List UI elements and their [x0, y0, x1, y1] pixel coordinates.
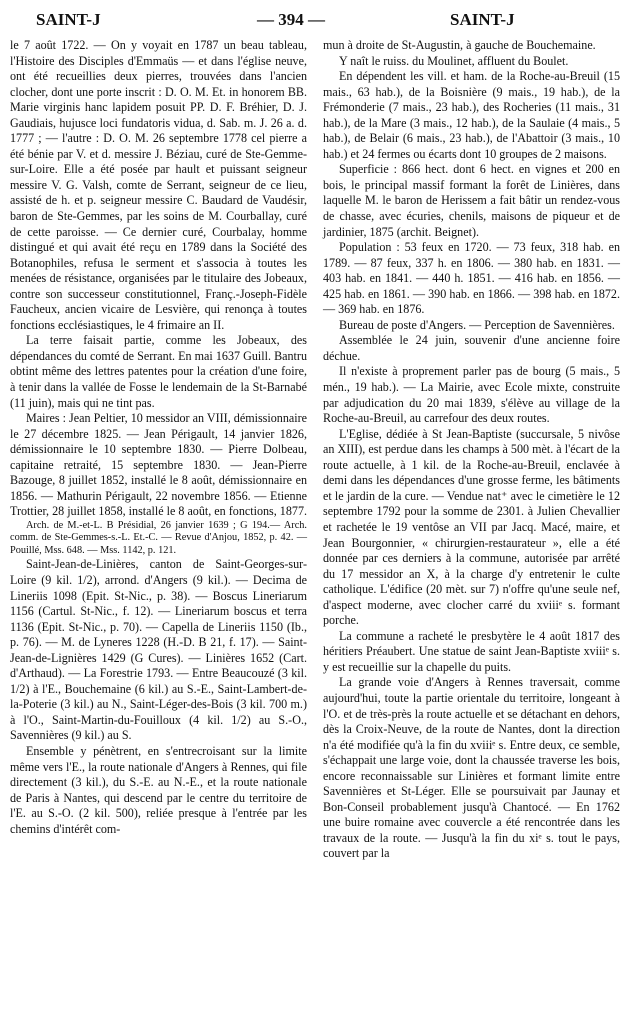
- left-column: [10, 38, 307, 837]
- page-header: [0, 10, 630, 32]
- paragraph: Y naît le ruiss. du Moulinet, affluent du Boulet.: [339, 53, 569, 68]
- paragraph-saint-jean-de-linieres: Saint-Jean-de-Linières, canton de Saint-Georges-sur-Loire (9 kil. 1/2), arrond. d'Angers (9 kil.). — Decima de Lineriis 1098 (Epit. St-Nic., p. 38). — Boscus Lineriarum 1156 (Cartul. St-Nic., f. 12). — Lineriarum boscus et terra 1136 (Epit. St-Nic., p. 70). — Capella de Lineriis 1150 (Ib., p. 76). — M. de Lyneres 1228 (H.-D. B 21, f. 17). — Saint-Jean-de-Lignières 1429 (G Cures). — Linières 1652 (Cart. d'Arthaud). — La Forestrie 1793. — Entre Beaucouzé (3 kil. 1/2) à l'E., Bouchemaine (6 kil.) au S.-E., Saint-Lambert-de-la-Poterie (3 kil.) au N., Saint-Léger-des-Bois (3 kil. 700 m.) à l'O., Saint-Martin-du-Fouilloux (4 kil. 1/2) au S.-O., Savennières (9 kil.) au S.: [10, 557, 307, 743]
- paragraph: Ensemble y pénètrent, en s'entrecroisant sur la limite même vers l'E., la route nationale d'Angers à Rennes, qui file directement (3 kil.), du S.-E. au N.-E., et la route nationale de Paris à Nantes, qui descend par le centre du territoire de l'E. au S.-O. (2 kil. 500), reliée presque à l'entrée par les chemins d'intérêt com-: [10, 744, 307, 836]
- paragraph-hamlets: En dépendent les vill. et ham. de la Roche-au-Breuil (15 mais., 63 hab.), de la Boisnière (9 mais., 19 hab.), de la Frémonderie (7 mais., 23 hab.), des Rocheries (11 mais., 31 hab.), de la Mare (3 mais., 12 hab.), de la Saulaie (4 mais., 5 hab.), de Belair (6 mais., 23 hab.), de l'Abattoir (3 mais., 10 hab.) et 24 fermes ou écarts dont 10 groupes de 2 maisons.: [323, 69, 620, 161]
- right-column: [323, 38, 620, 862]
- header-left: SAINT-J: [36, 10, 101, 29]
- paragraph-voie: La grande voie d'Angers à Rennes traversait, comme aujourd'hui, toute la partie orientale du territoire, longeant à l'O. et de très-près la route actuelle et se détachant en dehors, dès la Croix-Neuve, de la route de Nantes, dont la direction n'a été modifiée qu'à la fin du xviiiᵉ s. Entre deux, ce semble, s'échappait une large voie, dont la chaussée traverse les bois, encore reconnaissable sur Linières et formant limite entre Savennières et St-Léger. Elle se poursuivait par Jaunay et Bon-Conseil probablement jusqu'à Chantocé. — En 1762 une buire romaine avec couvercle a été rencontrée dans les travaux de la route. — Jusqu'à la fin du xiᵉ s. tout le pays, couvert par la: [323, 675, 620, 861]
- paragraph: mun à droite de St-Augustin, à gauche de Bouchemaine.: [323, 38, 596, 52]
- paragraph-assemblee: Assemblée le 24 juin, souvenir d'une ancienne foire déchue.: [323, 333, 620, 363]
- paragraph-mairie: Il n'existe à proprement parler pas de bourg (5 mais., 5 mén., 19 hab.). — La Mairie, avec Ecole mixte, construite par adjudication du 20 mai 1839, s'élève au village de la Roche-au-Breuil, au carrefour des deux routes.: [323, 364, 620, 426]
- archive-references: Arch. de M.-et-L. B Présidial, 26 janvier 1639 ; G 194.— Arch. comm. de Ste-Gemmes-s.-L. Et.-C. — Revue d'Anjou, 1852, p. 42. — Pouillé, Mss. 648. — Mss. 1142, p. 121.: [10, 519, 307, 556]
- page-number: — 394 —: [257, 10, 325, 29]
- paragraph: le 7 août 1722. — On y voyait en 1787 un beau tableau, l'Histoire des Disciples d'Emmaüs — et dans l'église neuve, ont été recueillies deux pierres, trouvées dans l'ancien clocher, dont une porte inscrit : D. O. M. Et. in honorem BB. Marie virginis hanc lapidem posuit PP. D. F. Bréhier, D. J. Gaudiais, hujusce loci fundatoris vidua, d. Sab. m. J. 26 a. d. 1777 ; — l'autre : D. O. M. 26 septembre 1778 cel pierre a été bénie par V. et d. messire J. Béziau, curé de Ste-Gemme-sur-Loire. Elle a été posée par hault et puissant seigneur messire V. G. Valsh, comte de Serrant, seigneur de ce lieu, assisté de h. et p. seigneur messire C. Baudard de Vaudésir, baron de Ste-Gemmes, par les soins de M. Courballay, curé de cette paroisse. — Ce dernier curé, Courbalay, homme distingué et qui avait été reçu en 1789 dans la Société des Botanophiles, refusa le serment et s'associa à toutes les menées de résistance, organisées par le titulaire des Jobeaux, contre son successeur constitutionnel, Franç.-Joseph-Fidèle Faucheux, ancien vicaire de Lesvière, qui renonça à toutes fonctions ecclésiastiques, le 4 frimaire an II.: [10, 38, 307, 332]
- paragraph-presbytere: La commune a racheté le presbytère le 4 août 1817 des héritiers Préaubert. Une statue de saint Jean-Baptiste xviiiᵉ s. y est recueillie sur la chapelle du puits.: [323, 628, 620, 674]
- paragraph: La terre faisait partie, comme les Jobeaux, des dépendances du comté de Serrant. En mai 1637 Guill. Bantru obtint même des lettres patentes pour la création d'une foire, à tenir dans la vallée de Fosse le lendemain de la St-Barnabé (11 juin), mais qui ne tint pas.: [10, 333, 307, 410]
- paragraph-superficie: Superficie : 866 hect. dont 6 hect. en vignes et 200 en bois, le principal massif formant la forêt de Linières, dans laquelle M. le baron de Herissem a fait bâtir un rendez-vous de chasse, avec écuries, chenils, maisons de piqueur et de jardinier, 1875 (archit. Beignet).: [323, 162, 620, 239]
- paragraph-eglise: L'Eglise, dédiée à St Jean-Baptiste (succursale, 5 nivôse an XIII), est perdue dans les champs à 500 mèt. à l'écart de la route actuelle, à 1 kil. de la Roche-au-Breuil, enclavée à demi dans les dépendances d'une grosse ferme, les bâtiments et le jardin de la cure. — Vendue nat⁺ avec le cimetière le 12 septembre 1792 pour la somme de 2301. à Julien Chevallier et rachetée le 19 ventôse an VII par Jacq. Macé, maire, et Jean Bourgonnier, « chirurgien-restaurateur », elle a été donnée par ces derniers à la commune, autorisée par arrêté du 17 messidor an X, à la charge d'y entretenir le culte catholique. L'édifice (20 mèt. sur 7) n'offre qu'une seule nef, d'aspect moderne, avec clocher carré du xviiiᵉ s. formant porche.: [323, 426, 620, 628]
- paragraph-poste: Bureau de poste d'Angers. — Perception de Savennières.: [339, 317, 615, 332]
- header-right: SAINT-J: [450, 10, 515, 29]
- paragraph-maires: Maires : Jean Peltier, 10 messidor an VIII, démissionnaire le 27 décembre 1825. — Jean Périgault, 14 janvier 1826, démissionnaire le 10 septembre 1830. — Pierre Dolbeau, capitaine retraité, 15 septembre 1830. — Jean-Pierre Bazouge, 8 juillet 1852, installé le 8 août, démissionnaire en 1856. — Mathurin Périgault, 22 novembre 1856. — Etienne Trottier, 28 juillet 1858, installé le 8 août, en fonctions, 1877.: [10, 411, 308, 519]
- paragraph-population: Population : 53 feux en 1720. — 73 feux, 318 hab. en 1789. — 87 feux, 337 h. en 1806. — 380 hab. en 1831. — 403 hab. en 1841. — 440 h. 1851. — 416 hab. en 1856. — 425 hab. en 1861. — 390 hab. en 1866. — 398 hab. en 1872. — 369 hab. en 1876.: [323, 240, 620, 317]
